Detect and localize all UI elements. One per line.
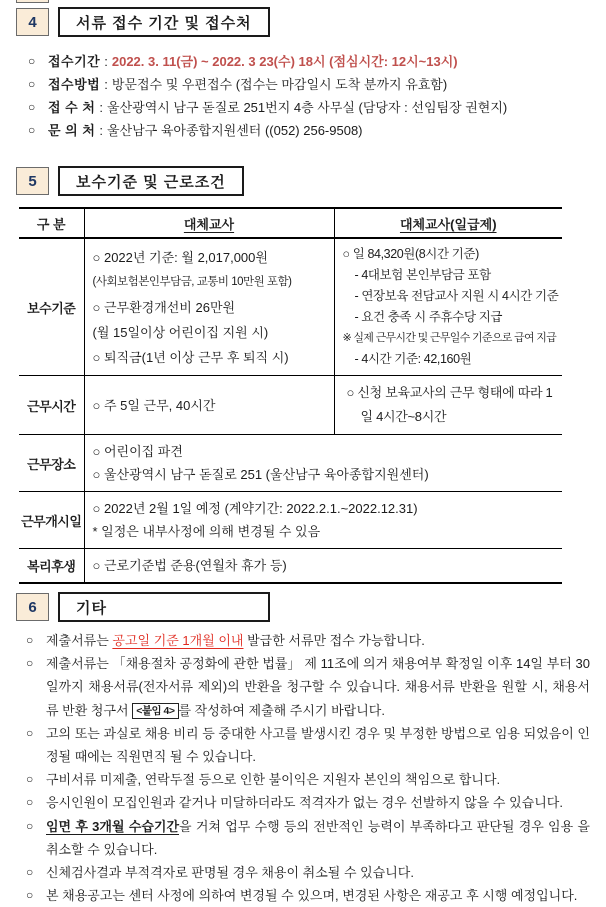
cell-line: (월 15일이상 어린이집 지원 시) <box>92 324 269 340</box>
work-hours-weekly-cell <box>84 376 334 435</box>
section6-item-list <box>16 629 592 907</box>
row-label: 근무장소 <box>19 435 84 492</box>
item-emphasis: 임면 후 3개월 수습기간 <box>46 818 180 834</box>
table-row-pay-standard <box>19 238 562 376</box>
item-text: 본 채용공고는 센터 사정에 의하여 변경될 수 있으며, 변경된 사항은 재공고 후 시행 예정입니다. <box>46 888 578 904</box>
column-header-substitute-teacher-daily: 대체교사(일급제) <box>334 208 562 238</box>
circle-bullet-icon: ○ <box>26 633 34 647</box>
item-emphasis: 공고일 기준 1개월 이내 <box>112 633 244 648</box>
item-text: 제출서류는 「채용절차 공정화에 관한 법률」 제 11조에 의거 채용여부 확정일 이후 14일 부터 30일까지 채용서류(전자서류 제외)의 반환을 청구할 수 있습니다. 채용서류 반환을 원할 시, 채용서류 반환 청구서 <box>46 656 590 718</box>
column-header-substitute-teacher: 대체교사 <box>84 208 334 238</box>
cell-line: - 4시간 기준: 42,160원 <box>354 352 472 366</box>
other-item-document-return <box>16 652 592 722</box>
cell-line: ○ 주 5일 근무, 40시간 <box>92 397 216 413</box>
item-text: 를 작성하여 제출해 주시기 바랍니다. <box>178 702 385 718</box>
cell-line: ○ 퇴직금(1년 이상 근무 후 퇴직 시) <box>92 349 289 365</box>
work-hours-daily-cell <box>334 376 562 435</box>
list-item-reception-method <box>16 73 592 96</box>
other-item-dismissal <box>16 722 592 768</box>
item-text: 제출서류는 <box>46 633 113 648</box>
circle-bullet-icon: ○ <box>28 123 36 137</box>
cell-line: - 요건 충족 시 주휴수당 지급 <box>354 310 503 324</box>
cell-line: * 일정은 내부사정에 의해 변경될 수 있음 <box>92 524 321 539</box>
section4-number-badge: 4 <box>16 8 49 36</box>
item-text: 발급한 서류만 접수 가능합니다. <box>243 633 425 648</box>
item-value: 울산광역시 남구 돋질로 251번지 4층 사무실 (담당자 : 선임팀장 권현지) <box>107 100 508 115</box>
pay-standard-monthly-cell <box>84 238 334 376</box>
item-text: 고의 또는 과실로 채용 비리 등 중대한 사고를 발생시킨 경우 및 부정한 방법으로 임용 되었음이 인정될 때에는 직원면직 될 수 있습니다. <box>46 725 590 765</box>
table-header-row <box>19 208 562 238</box>
section4-header <box>16 8 592 37</box>
circle-bullet-icon: ○ <box>26 725 34 740</box>
section6-header <box>16 593 592 622</box>
table-row-work-hours <box>19 376 562 435</box>
cell-line: ○ 근무환경개선비 26만원 <box>92 299 236 315</box>
cell-line: ○ 2022년 기준: 월 2,017,000원 <box>92 249 268 265</box>
item-value: 방문접수 및 우편접수 (접수는 마감일시 도착 분까지 유효함) <box>111 77 448 92</box>
section5-title: 보수기준 및 근로조건 <box>58 166 244 196</box>
row-label: 보수기준 <box>19 238 84 376</box>
other-item-physical-exam <box>16 861 592 884</box>
section4-item-list <box>16 50 592 142</box>
item-label: 접 수 처 <box>48 100 96 115</box>
other-item-no-selection <box>16 791 592 814</box>
circle-bullet-icon: ○ <box>28 100 36 114</box>
item-text: 을 거쳐 업무 수행 등의 전반적인 능력이 부족하다고 판단될 경우 임용 을 취소할 수 있습니다. <box>46 818 590 857</box>
other-item-probation <box>16 815 592 861</box>
section6-number-badge: 6 <box>16 593 49 621</box>
cell-line: ○ 근로기준법 준용(연월차 휴가 등) <box>92 558 287 573</box>
other-item-document-validity <box>16 629 592 652</box>
section6-title: 기타 <box>58 592 270 622</box>
list-item-reception-place <box>16 96 592 119</box>
cell-line: ○ 어린이집 파견 <box>92 444 183 459</box>
circle-bullet-icon: ○ <box>26 656 34 671</box>
circle-bullet-icon: ○ <box>26 865 34 880</box>
table-row-welfare <box>19 549 562 584</box>
list-item-reception-period <box>16 50 592 73</box>
section4-title: 서류 접수 기간 및 접수처 <box>58 7 270 37</box>
other-item-applicant-responsibility <box>16 768 592 791</box>
pay-conditions-table <box>19 207 562 584</box>
welfare-cell <box>84 549 562 584</box>
section5-number-badge: 5 <box>16 167 49 195</box>
row-label: 근무시간 <box>19 376 84 435</box>
item-text: 신체검사결과 부적격자로 판명될 경우 채용이 취소될 수 있습니다. <box>46 865 414 881</box>
circle-bullet-icon: ○ <box>28 77 36 91</box>
cell-line: (사회보험본인부담금, 교통비 10만원 포함) <box>92 275 292 288</box>
item-text: 응시인원이 모집인원과 같거나 미달하더라도 적격자가 없는 경우 선발하지 않을 수 있습니다. <box>46 795 563 811</box>
item-text: 구비서류 미제출, 연락두절 등으로 인한 불이익은 지원자 본인의 책임으로 합니다. <box>46 772 501 788</box>
cell-line: ○ 일 84,320원(8시간 기준) <box>342 247 479 261</box>
item-value: 울산남구 육아종합지원센터 ((052) 256-9508) <box>107 123 363 138</box>
other-item-notice-change <box>16 884 592 907</box>
label-separator: : <box>104 54 108 69</box>
table-row-work-place <box>19 435 562 492</box>
item-label: 접수기간 <box>48 54 101 69</box>
label-separator: : <box>99 100 104 115</box>
row-label: 복리후생 <box>19 549 84 584</box>
column-header-category: 구 분 <box>19 208 84 238</box>
table-row-start-date <box>19 492 562 549</box>
circle-bullet-icon: ○ <box>28 54 36 68</box>
circle-bullet-icon: ○ <box>26 772 34 787</box>
cell-line: - 4대보험 본인부담금 포함 <box>354 268 491 282</box>
cell-line: ○ 신청 보육교사의 근무 형태에 따라 1일 4시간~8시간 <box>346 385 553 424</box>
item-label: 문 의 처 <box>48 123 96 138</box>
item-label: 접수방법 <box>48 77 101 92</box>
row-label: 근무개시일 <box>19 492 84 549</box>
section5-header <box>16 167 592 196</box>
item-value: 2022. 3. 11(금) ~ 2022. 3 23(수) 18시 (점심시간: 12시~13시) <box>111 54 458 69</box>
cell-line: ※ 실제 근무시간 및 근무일수 기준으로 급여 지급 <box>342 332 557 344</box>
label-separator: : <box>104 77 108 92</box>
list-item-inquiry-contact <box>16 119 592 142</box>
cell-line: ○ 2022년 2월 1일 예정 (계약기간: 2022.2.1.~2022.12.31) <box>92 501 418 516</box>
work-place-cell <box>84 435 562 492</box>
cell-line: ○ 울산광역시 남구 돋질로 251 (울산남구 육아종합지원센터) <box>92 467 429 482</box>
start-date-cell <box>84 492 562 549</box>
circle-bullet-icon: ○ <box>26 795 34 810</box>
cell-line: - 연장보육 전담교사 지원 시 4시간 기준 <box>354 289 559 303</box>
circle-bullet-icon: ○ <box>26 888 34 903</box>
label-separator: : <box>99 123 104 138</box>
previous-section-box-fragment <box>16 0 49 3</box>
attachment-reference-tag: <붙임 4> <box>132 703 178 719</box>
pay-standard-daily-cell <box>334 238 562 376</box>
circle-bullet-icon: ○ <box>26 818 34 833</box>
